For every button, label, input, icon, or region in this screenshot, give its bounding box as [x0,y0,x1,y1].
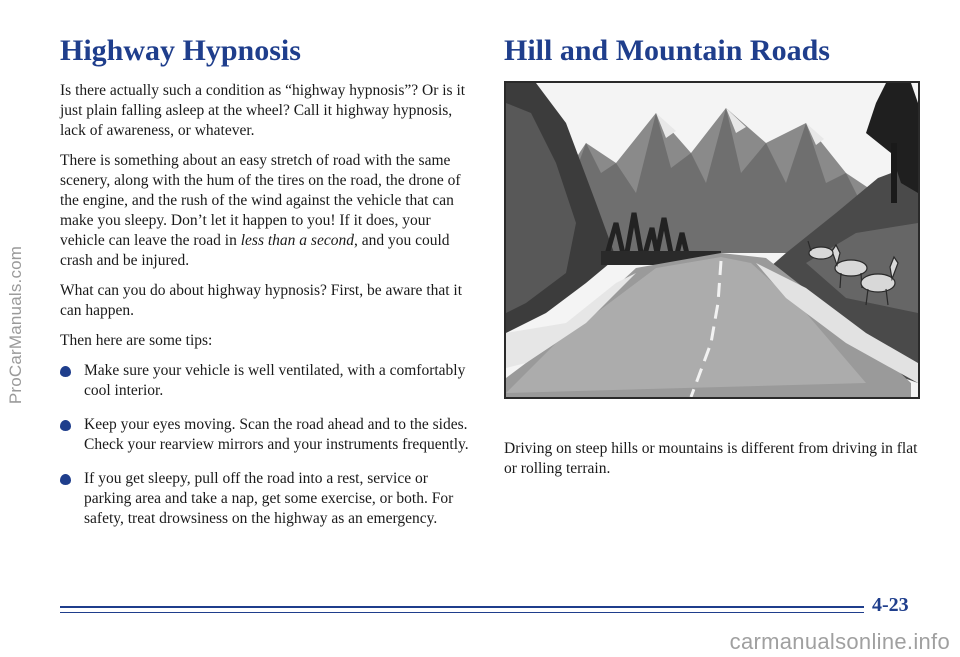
side-watermark-text: ProCarManuals.com [6,245,25,405]
side-watermark [4,110,28,540]
tips-list [60,361,478,529]
tip-text: Make sure your vehicle is well ventilated, with a comfortably cool interior. [84,362,466,399]
list-item [60,415,478,455]
mountain-road-illustration [504,81,920,399]
mountain-road-drawing [506,83,918,397]
list-item [60,361,478,401]
highway-hypnosis-title: Highway Hypnosis [60,34,301,67]
hill-mountain-caption: Driving on steep hills or mountains is different from driving in flat or rolling terrain. [504,440,918,477]
page-number: 4-23 [872,594,909,616]
list-item [60,469,478,529]
hill-mountain-title: Hill and Mountain Roads [504,34,830,67]
scenery-text: There is something about an easy stretch of road with the same scenery, along with the hum of the tires on the road, the drone of the engine, and the rush of the wind against the vehicle that can make you sleepy. Don’t let it happen to you! If it does, your vehicle can leave the road in [60,152,461,249]
highway-hypnosis-section [60,34,478,543]
hill-mountain-section [504,34,924,489]
emphasis-text: less than a second [240,232,354,249]
footer-rule-thin [60,612,864,613]
intro-paragraph: Is there actually such a condition as “highway hypnosis”? Or is it just plain falling asleep at the wheel? Call it highway hypnosis, lack of awareness, or whatever. [60,82,466,139]
footer-watermark: carmanualsonline.info [729,629,950,654]
tip-text: If you get sleepy, pull off the road into a rest, service or parking area and take a nap, get some exercise, or both. For safety, treat drowsiness on the highway as an emergency. [84,470,454,527]
what-can-you-do-paragraph: What can you do about highway hypnosis? First, be aware that it can happen. [60,282,463,319]
footer-rule-thick [60,606,864,608]
scenery-text-end: , and you could crash and be injured. [60,232,450,269]
bullet-icon [60,420,71,431]
tip-text: Keep your eyes moving. Scan the road ahead and to the sides. Check your rearview mirrors and your instruments frequently. [84,416,469,453]
tips-intro: Then here are some tips: [60,332,213,349]
bullet-icon [60,366,71,377]
scenery-paragraph [60,151,478,271]
bullet-icon [60,474,71,485]
